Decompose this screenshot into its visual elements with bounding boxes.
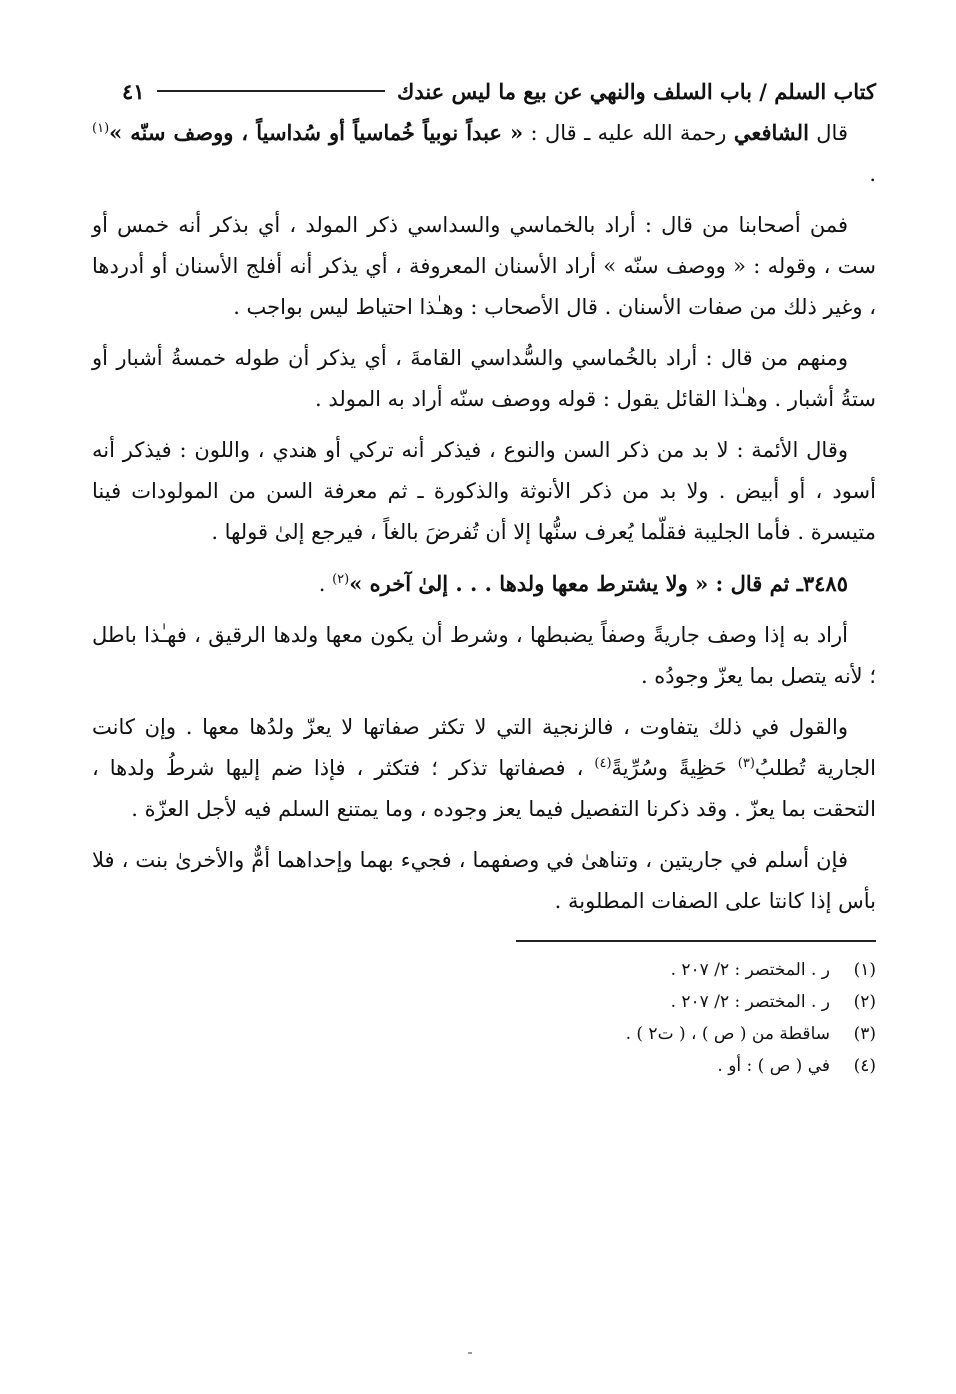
paragraph-4: وقال الأئمة : لا بد من ذكر السن والنوع ، فيذكر أنه تركي أو هندي ، واللون : فيذكر أنه أسود ، أو أبيض . ولا بد من ذكر الأنوثة والذكورة ـ ثم معرفة السن من المولودات فينا متيسرة . فأما الجليبة فقلّما يُعرف سنُّها إلا أن تُفرضَ بالغاً ، فيرجع إلىٰ قولها . [92, 438, 876, 544]
p5-end: . [318, 572, 333, 596]
footnote-text: ساقطة من ( ص ) ، ( ت٢ ) . [625, 1024, 830, 1044]
footnote-ref-4: (٤) [594, 756, 612, 771]
p7-part-c: ، فصفاتها تذكر ؛ فتكثر ، فإذا ضم إليها شرطُ ولدها ، التحقت بما يعزّ . وقد ذكرنا التفصيل فيما يعز وجوده ، وما يمتنع السلم فيه لأجل العزّة . [92, 756, 876, 821]
running-title: كتاب السلم / باب السلف والنهي عن بيع ما ليس عندك [397, 78, 876, 104]
footnote-2 [92, 986, 876, 1018]
p1-end: . [869, 162, 876, 186]
footnote-number: (٢) [853, 992, 876, 1012]
footnote-number: (٤) [853, 1056, 876, 1076]
p1-name: الشافعي [733, 120, 809, 145]
p1-mid: رحمة الله عليه ـ قال : [523, 121, 734, 145]
footnote-separator [516, 940, 876, 942]
footnotes [92, 954, 876, 1082]
running-header [92, 70, 876, 112]
paragraph-3: ومنهم من قال : أراد بالخُماسي والسُّداسي القامةَ ، أي يذكر أن طوله خمسةُ أشبار أو ستةُ أشبار . وهـٰذا القائل يقول : قوله ووصف سنّه أراد به المولد . [92, 346, 876, 411]
p5-quote: « ولا يشترط معها ولدها . . . إلىٰ آخره » [349, 571, 709, 596]
paragraph-entry-3485 [92, 563, 876, 605]
page-number: ٤١ [122, 78, 145, 104]
footnote-ref-2: (٢) [332, 572, 350, 587]
footnote-text: في ( ص ) : أو . [717, 1056, 830, 1076]
footnote-ref-1: (١) [92, 121, 110, 136]
scan-dot [468, 1352, 472, 1354]
footnote-number: (٣) [853, 1024, 876, 1044]
p1-lead: قال [808, 121, 848, 145]
entry-number: ٣٤٨٥ـ [796, 571, 848, 596]
p1-quote: « عبداً نوبياً خُماسياً أو سُداسياً ، ووصف سنّه » [109, 120, 524, 145]
page [92, 70, 876, 1082]
p5-lead: ثم قال : [708, 571, 797, 596]
footnote-text: ر . المختصر : ٢/ ٢٠٧ . [670, 992, 830, 1012]
footnote-ref-3: (٣) [737, 756, 755, 771]
paragraph-2: فمن أصحابنا من قال : أراد بالخماسي والسداسي ذكر المولد ، أي بذكر أنه خمس أو ست ، وقوله : « ووصف سنّه » أراد الأسنان المعروفة ، أي يذكر أنه أفلج الأسنان أو أدردها ، وغير ذلك من صفات الأسنان . قال الأصحاب : وهـٰذا احتياط ليس بواجب . [92, 213, 876, 319]
paragraph-1 [92, 112, 876, 195]
paragraph-6: أراد به إذا وصف جاريةً وصفاً يضبطها ، وشرط أن يكون معها ولدها الرقيق ، فهـٰذا باطل ؛ لأنه يتصل بما يعزّ وجودُه . [92, 623, 876, 688]
footnote-3 [92, 1018, 876, 1050]
footnote-4 [92, 1050, 876, 1082]
paragraph-8: فإن أسلم في جاريتين ، وتناهىٰ في وصفهما ، فجيء بهما وإحداهما أمٌّ والأخرىٰ بنت ، فلا بأس إذا كانتا على الصفات المطلوبة . [92, 848, 876, 913]
footnote-number: (١) [853, 960, 876, 980]
p7-part-a: والقول في ذلك يتفاوت ، فالزنجية التي لا تكثر صفاتها لا يعزّ ولدُها معها . وإن كانت الجارية تُطلبُ [92, 715, 876, 780]
p7-part-b: حَظِيةً وسُرِّيةً [611, 756, 738, 780]
footnote-1 [92, 954, 876, 986]
paragraph-7 [92, 707, 876, 830]
header-rule [157, 90, 385, 92]
footnote-text: ر . المختصر : ٢/ ٢٠٧ . [670, 960, 830, 980]
